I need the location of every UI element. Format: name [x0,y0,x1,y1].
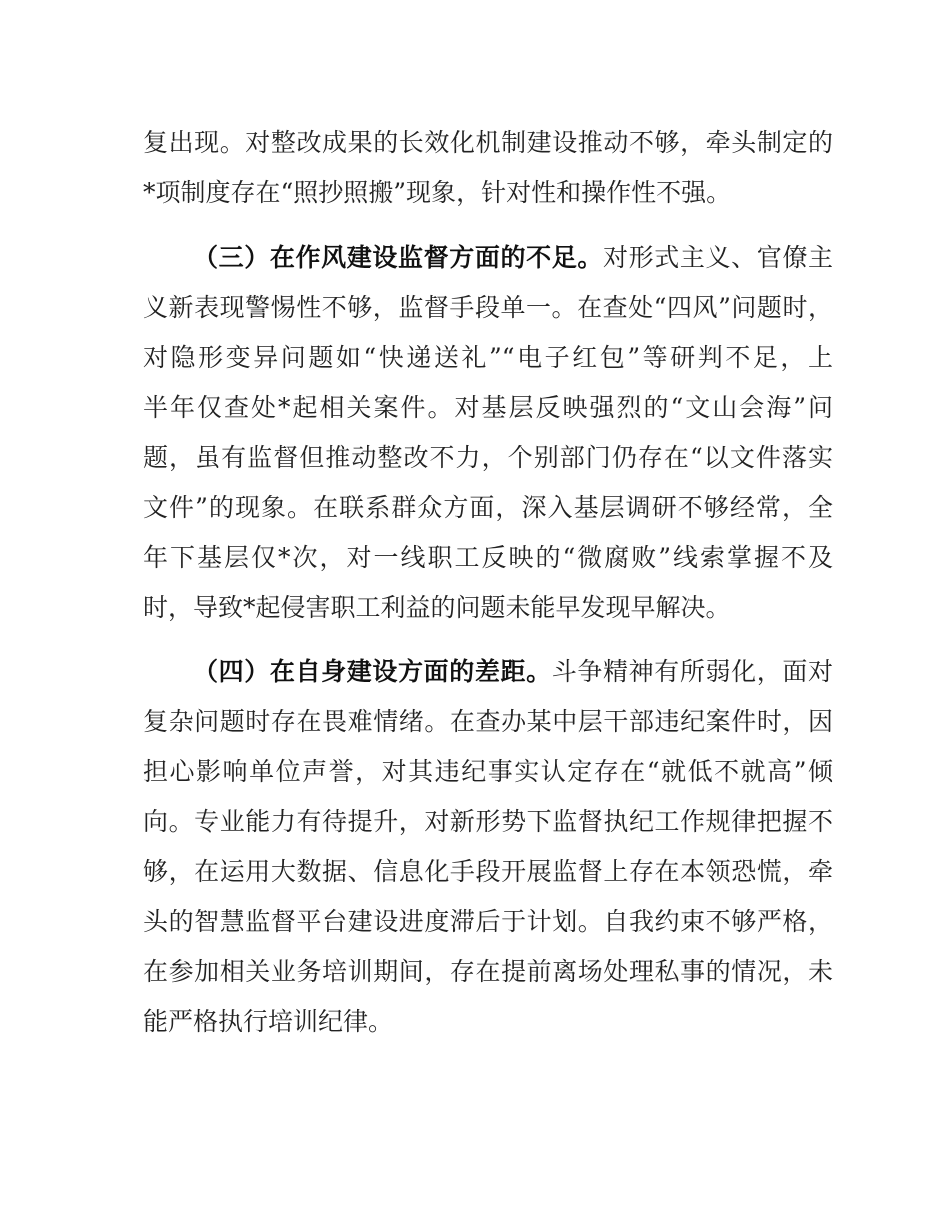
paragraph-line: 复杂问题时存在畏难情绪。在查办某中层干部违纪案件时，因 [143,707,833,736]
paragraph-line: 够，在运用大数据、信息化手段开展监督上存在本领恐慌，牵 [143,857,833,886]
paragraph-line: *项制度存在“照抄照搬”现象，针对性和操作性不强。 [143,178,732,207]
paragraph-text: 对形式主义、官僚主 [602,243,833,272]
paragraph-line: 向。专业能力有待提升，对新形势下监督执纪工作规律把握不 [143,807,833,836]
paragraph-first-line [193,238,833,278]
paragraph-line: 在参加相关业务培训期间，存在提前离场处理私事的情况，未 [143,957,833,986]
section-heading: （四）在自身建设方面的差距。 [193,657,552,686]
paragraph-line: 文件”的现象。在联系群众方面，深入基层调研不够经常，全 [143,493,833,522]
section-heading: （三）在作风建设监督方面的不足。 [193,243,603,272]
paragraph-line: 头的智慧监督平台建设进度滞后于计划。自我约束不够严格， [143,907,833,936]
paragraph-line: 对隐形变异问题如“快递送礼”“电子红包”等研判不足，上 [143,343,833,372]
paragraph-text: 斗争精神有所弱化，面对 [551,657,833,686]
paragraph-line: 能严格执行培训纪律。 [143,1007,394,1036]
paragraph-line: 担心影响单位声誉，对其违纪事实认定存在“就低不就高”倾 [143,757,833,786]
paragraph-line: 时，导致*起侵害职工利益的问题未能早发现早解决。 [143,593,731,622]
paragraph-line: 半年仅查处*起相关案件。对基层反映强烈的“文山会海”问 [143,393,833,422]
paragraph-line: 年下基层仅*次，对一线职工反映的“微腐败”线索掌握不及 [143,543,833,572]
paragraph-line: 义新表现警惕性不够，监督手段单一。在查处“四风”问题时， [143,293,833,322]
paragraph-first-line [193,652,833,692]
paragraph-line: 复出现。对整改成果的长效化机制建设推动不够，牵头制定的 [143,128,833,157]
paragraph-line: 题，虽有监督但推动整改不力，个别部门仍存在“以文件落实 [143,443,833,472]
